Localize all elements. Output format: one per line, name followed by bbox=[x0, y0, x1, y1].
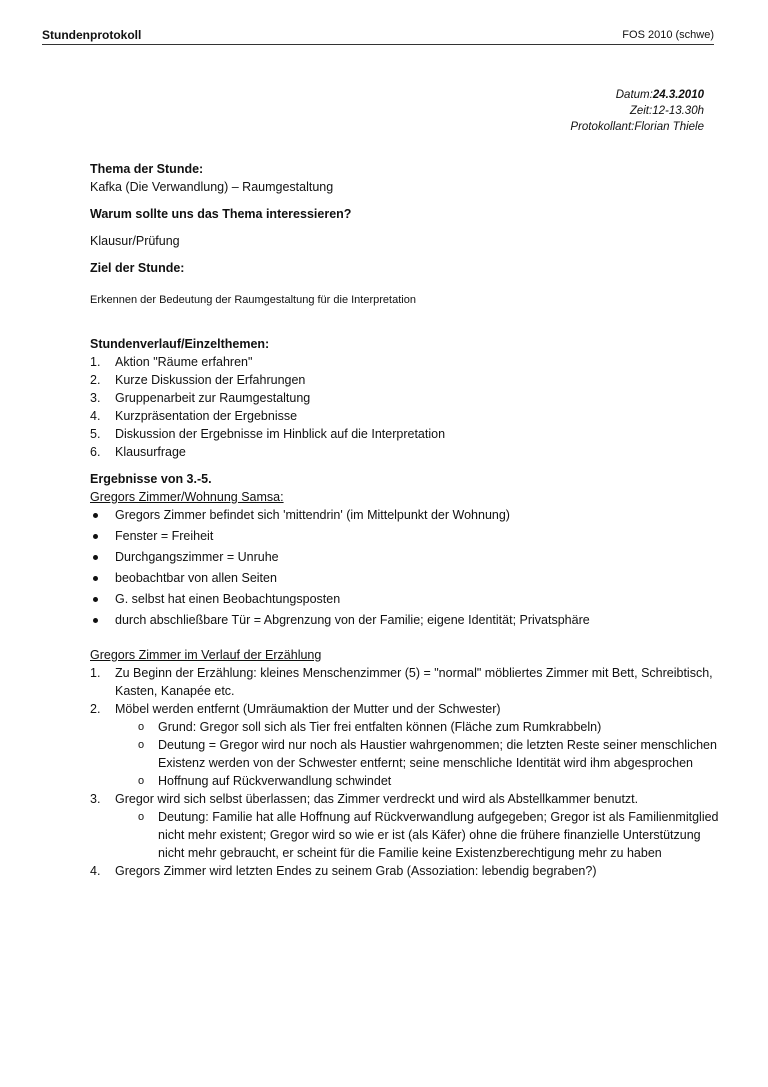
room-course-item-text: Zu Beginn der Erzählung: kleines Menschenzimmer (5) = "normal" möbliertes Zimmer mit Bett, Schreibtisch, Kasten, Kanapée etc. bbox=[115, 666, 713, 698]
lesson-course-item-text: Klausurfrage bbox=[115, 445, 186, 459]
room-bullet-item bbox=[90, 590, 730, 611]
circle-bullet-icon: o bbox=[138, 775, 145, 787]
room-course-item-number: 4. bbox=[90, 864, 101, 878]
room-heading: Gregors Zimmer/Wohnung Samsa: bbox=[90, 490, 284, 504]
room-course-item-text: Gregors Zimmer wird letzten Endes zu seinem Grab (Assoziation: lebendig begraben?) bbox=[115, 864, 597, 878]
room-bullet-text: G. selbst hat einen Beobachtungsposten bbox=[115, 592, 341, 606]
lesson-course-item bbox=[90, 407, 730, 425]
bullet-dot-icon bbox=[93, 618, 98, 623]
room-bullet-text: Durchgangszimmer = Unruhe bbox=[115, 550, 279, 564]
room-bullet-item bbox=[90, 506, 730, 527]
lesson-course-item-text: Kurzpräsentation der Ergebnisse bbox=[115, 409, 298, 423]
topic-text: Kafka (Die Verwandlung) – Raumgestaltung bbox=[90, 180, 334, 194]
room-bullet-item bbox=[90, 611, 730, 632]
room-course-subitem bbox=[90, 736, 730, 772]
room-course-item-number: 3. bbox=[90, 792, 101, 806]
goal-text: Erkennen der Bedeutung der Raumgestaltung für die Interpretation bbox=[90, 294, 416, 306]
results-heading: Ergebnisse von 3.-5. bbox=[90, 472, 212, 486]
room-bullet-text: Gregors Zimmer befindet sich 'mittendrin' (im Mittelpunkt der Wohnung) bbox=[115, 508, 510, 522]
room-course-item-text: Gregor wird sich selbst überlassen; das Zimmer verdreckt und wird als Abstellkammer benutzt. bbox=[115, 792, 639, 806]
lesson-course-item-text: Gruppenarbeit zur Raumgestaltung bbox=[115, 391, 311, 405]
page-header bbox=[42, 26, 714, 45]
room-course-subitem bbox=[90, 718, 730, 736]
bullet-dot-icon bbox=[93, 555, 98, 560]
room-course-subitem-text: Deutung: Familie hat alle Hoffnung auf Rückverwandlung aufgegeben; Gregor ist als Familienmitglied nicht mehr existent; Gregor wird so wie er ist (als Käfer) ohne die frühere finanzielle Unterstützung nicht mehr gebraucht, er scheint für die Familie keine Existenzberechtigung mehr zu haben bbox=[158, 810, 719, 860]
room-bullet-list bbox=[90, 506, 730, 632]
lesson-course-item bbox=[90, 371, 730, 389]
circle-bullet-icon: o bbox=[138, 739, 145, 751]
lesson-course-item bbox=[90, 425, 730, 443]
lesson-course-item bbox=[90, 443, 730, 461]
lesson-course-item-number: 2. bbox=[90, 373, 101, 387]
lesson-course-item-text: Kurze Diskussion der Erfahrungen bbox=[115, 373, 306, 387]
room-course-heading: Gregors Zimmer im Verlauf der Erzählung bbox=[90, 648, 322, 662]
topic-heading: Thema der Stunde: bbox=[90, 162, 204, 176]
interest-text: Klausur/Prüfung bbox=[90, 234, 180, 248]
lesson-course-item-number: 1. bbox=[90, 355, 101, 369]
circle-bullet-icon: o bbox=[138, 721, 145, 733]
date-label: Datum: bbox=[615, 89, 653, 101]
room-course-list bbox=[90, 664, 730, 880]
document-body bbox=[90, 160, 730, 880]
lesson-course-item-text: Aktion "Räume erfahren" bbox=[115, 355, 253, 369]
date-line bbox=[570, 87, 704, 103]
interest-heading: Warum sollte uns das Thema interessieren? bbox=[90, 207, 352, 221]
lesson-course-item-number: 3. bbox=[90, 391, 101, 405]
lesson-course-list bbox=[90, 353, 730, 461]
room-bullet-text: durch abschließbare Tür = Abgrenzung von der Familie; eigene Identität; Privatsphäre bbox=[115, 613, 590, 627]
bullet-dot-icon bbox=[93, 513, 98, 518]
room-course-item-number: 1. bbox=[90, 666, 101, 680]
lesson-course-item bbox=[90, 389, 730, 407]
room-course-item-text: Möbel werden entfernt (Umräumaktion der Mutter und der Schwester) bbox=[115, 702, 501, 716]
room-bullet-text: Fenster = Freiheit bbox=[115, 529, 214, 543]
room-bullet-item bbox=[90, 548, 730, 569]
document-title: Stundenprotokoll bbox=[42, 28, 142, 42]
protocol-meta bbox=[570, 87, 704, 135]
room-course-subitem bbox=[90, 772, 730, 790]
room-bullet-item bbox=[90, 527, 730, 548]
room-course-item bbox=[90, 664, 730, 700]
room-course-subitem bbox=[90, 808, 730, 862]
lesson-course-item-number: 6. bbox=[90, 445, 101, 459]
room-course-subitem-text: Grund: Gregor soll sich als Tier frei entfalten können (Fläche zum Rumkrabbeln) bbox=[158, 720, 602, 734]
lesson-course-item-text: Diskussion der Ergebnisse im Hinblick auf die Interpretation bbox=[115, 427, 446, 441]
recorder-line: Protokollant:Florian Thiele bbox=[570, 121, 704, 133]
room-bullet-item bbox=[90, 569, 730, 590]
date-value: 24.3.2010 bbox=[652, 89, 704, 101]
goal-heading: Ziel der Stunde: bbox=[90, 261, 185, 275]
bullet-dot-icon bbox=[93, 576, 98, 581]
lesson-course-item-number: 5. bbox=[90, 427, 101, 441]
lesson-course-heading: Stundenverlauf/Einzelthemen: bbox=[90, 337, 270, 351]
room-course-subitem-text: Deutung = Gregor wird nur noch als Haustier wahrgenommen; die letzten Reste seiner menschlichen Existenz werden von der Schwester entfernt; seine menschliche Identität wird ihm abgesprochen bbox=[158, 738, 717, 770]
circle-bullet-icon: o bbox=[138, 811, 145, 823]
course-label: FOS 2010 (schwe) bbox=[622, 29, 714, 41]
lesson-course-item bbox=[90, 353, 730, 371]
bullet-dot-icon bbox=[93, 534, 98, 539]
room-course-item bbox=[90, 790, 730, 808]
bullet-dot-icon bbox=[93, 597, 98, 602]
room-course-item bbox=[90, 862, 730, 880]
room-bullet-text: beobachtbar von allen Seiten bbox=[115, 571, 277, 585]
time-line: Zeit:12-13.30h bbox=[629, 105, 704, 117]
lesson-course-item-number: 4. bbox=[90, 409, 101, 423]
room-course-item-number: 2. bbox=[90, 702, 101, 716]
room-course-item bbox=[90, 700, 730, 718]
room-course-subitem-text: Hoffnung auf Rückverwandlung schwindet bbox=[158, 774, 392, 788]
